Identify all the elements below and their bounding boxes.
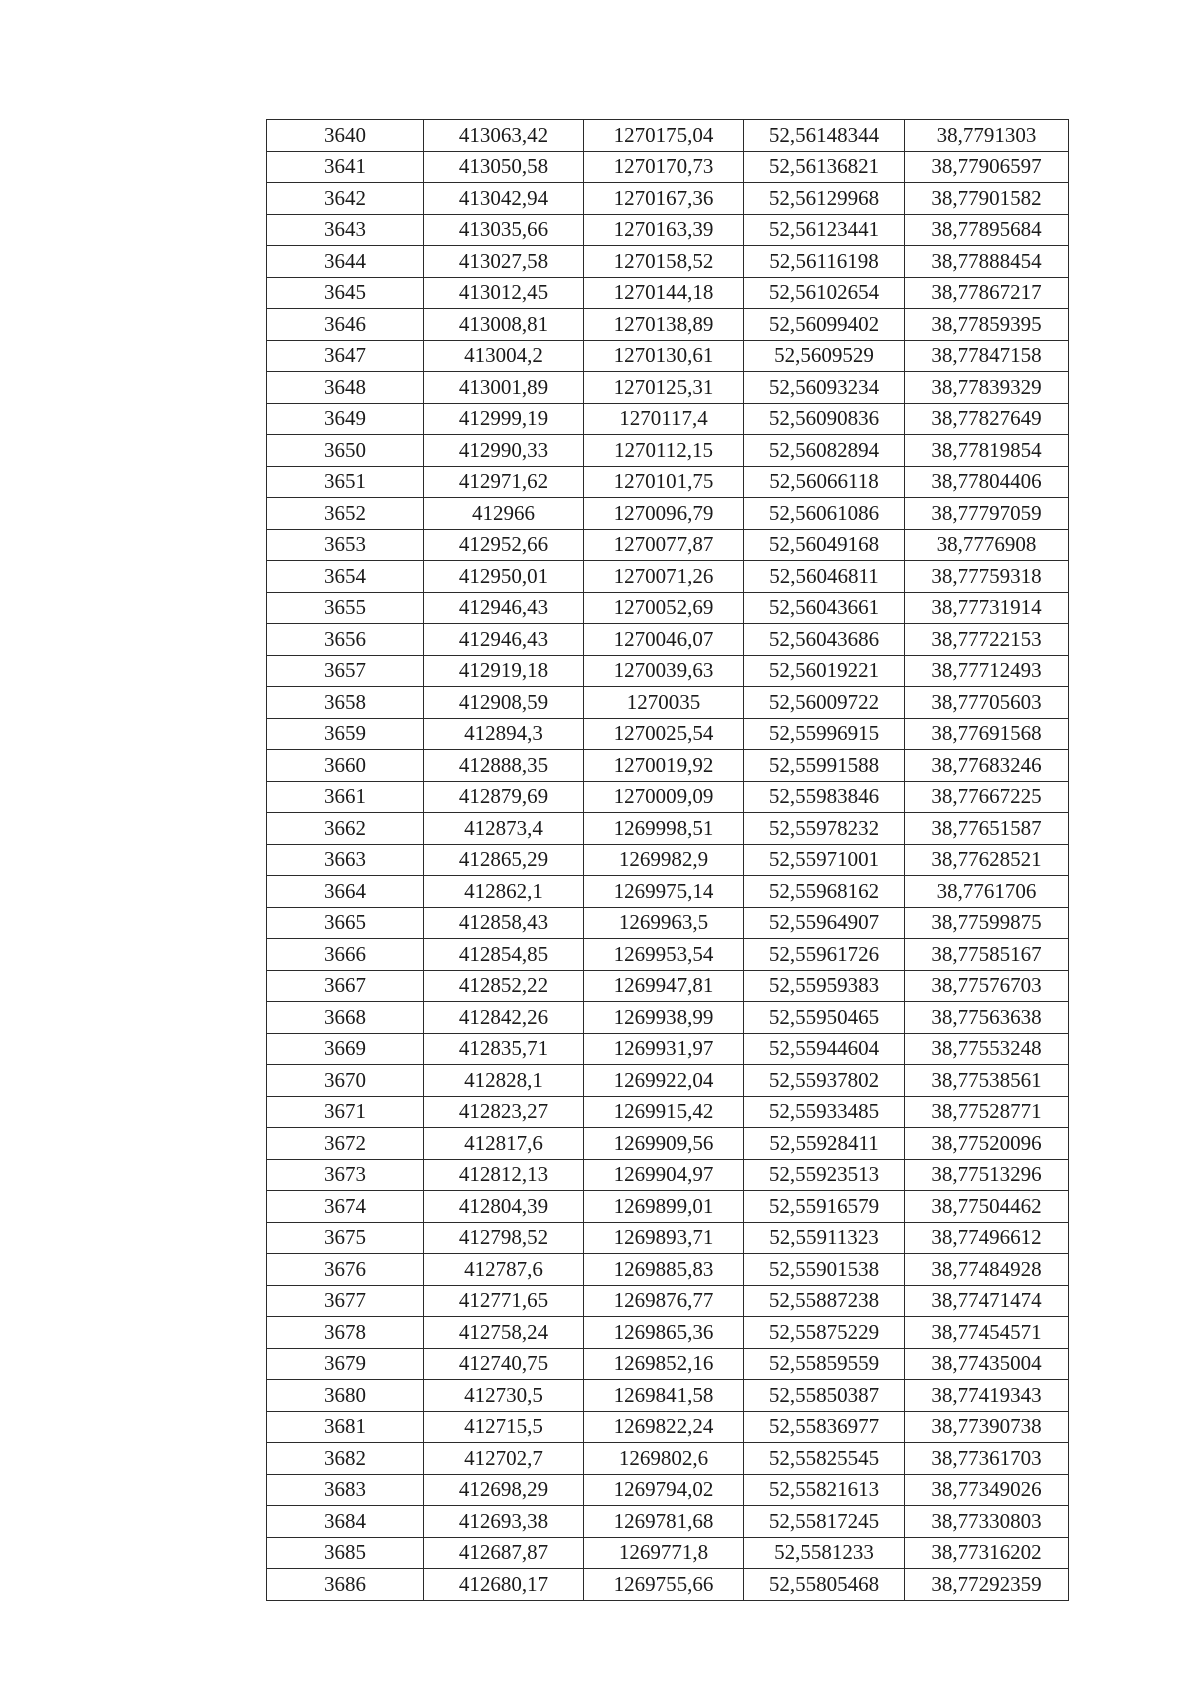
latitude-cell: 52,55821613 <box>744 1474 905 1506</box>
x-coordinate-cell: 412693,38 <box>424 1506 584 1538</box>
latitude-cell: 52,56043661 <box>744 592 905 624</box>
x-coordinate-cell: 412946,43 <box>424 624 584 656</box>
latitude-cell: 52,56019221 <box>744 655 905 687</box>
x-coordinate-cell: 413001,89 <box>424 372 584 404</box>
y-coordinate-cell: 1269865,36 <box>584 1317 744 1349</box>
point-number-cell: 3640 <box>267 120 424 152</box>
latitude-cell: 52,56009722 <box>744 687 905 719</box>
longitude-cell: 38,77731914 <box>905 592 1069 624</box>
longitude-cell: 38,77712493 <box>905 655 1069 687</box>
x-coordinate-cell: 412740,75 <box>424 1348 584 1380</box>
latitude-cell: 52,56082894 <box>744 435 905 467</box>
point-number-cell: 3684 <box>267 1506 424 1538</box>
latitude-cell: 52,55836977 <box>744 1411 905 1443</box>
latitude-cell: 52,55911323 <box>744 1222 905 1254</box>
latitude-cell: 52,55887238 <box>744 1285 905 1317</box>
latitude-cell: 52,55875229 <box>744 1317 905 1349</box>
x-coordinate-cell: 412842,26 <box>424 1002 584 1034</box>
y-coordinate-cell: 1269938,99 <box>584 1002 744 1034</box>
y-coordinate-cell: 1270019,92 <box>584 750 744 782</box>
latitude-cell: 52,56116198 <box>744 246 905 278</box>
point-number-cell: 3686 <box>267 1569 424 1601</box>
point-number-cell: 3659 <box>267 718 424 750</box>
y-coordinate-cell: 1269771,8 <box>584 1537 744 1569</box>
point-number-cell: 3671 <box>267 1096 424 1128</box>
longitude-cell: 38,7776908 <box>905 529 1069 561</box>
y-coordinate-cell: 1269822,24 <box>584 1411 744 1443</box>
table-row <box>267 813 1069 845</box>
coordinates-table-body <box>267 120 1069 1601</box>
x-coordinate-cell: 412798,52 <box>424 1222 584 1254</box>
y-coordinate-cell: 1270077,87 <box>584 529 744 561</box>
y-coordinate-cell: 1269947,81 <box>584 970 744 1002</box>
latitude-cell: 52,55961726 <box>744 939 905 971</box>
x-coordinate-cell: 412999,19 <box>424 403 584 435</box>
y-coordinate-cell: 1269852,16 <box>584 1348 744 1380</box>
x-coordinate-cell: 412888,35 <box>424 750 584 782</box>
longitude-cell: 38,77599875 <box>905 907 1069 939</box>
x-coordinate-cell: 412858,43 <box>424 907 584 939</box>
y-coordinate-cell: 1270096,79 <box>584 498 744 530</box>
x-coordinate-cell: 412828,1 <box>424 1065 584 1097</box>
latitude-cell: 52,55916579 <box>744 1191 905 1223</box>
x-coordinate-cell: 412680,17 <box>424 1569 584 1601</box>
latitude-cell: 52,56093234 <box>744 372 905 404</box>
latitude-cell: 52,55968162 <box>744 876 905 908</box>
x-coordinate-cell: 412698,29 <box>424 1474 584 1506</box>
latitude-cell: 52,56099402 <box>744 309 905 341</box>
longitude-cell: 38,77888454 <box>905 246 1069 278</box>
y-coordinate-cell: 1269953,54 <box>584 939 744 971</box>
latitude-cell: 52,55971001 <box>744 844 905 876</box>
x-coordinate-cell: 412908,59 <box>424 687 584 719</box>
latitude-cell: 52,55933485 <box>744 1096 905 1128</box>
point-number-cell: 3641 <box>267 151 424 183</box>
longitude-cell: 38,77667225 <box>905 781 1069 813</box>
point-number-cell: 3681 <box>267 1411 424 1443</box>
latitude-cell: 52,55937802 <box>744 1065 905 1097</box>
table-row <box>267 1348 1069 1380</box>
table-row <box>267 1506 1069 1538</box>
x-coordinate-cell: 413012,45 <box>424 277 584 309</box>
x-coordinate-cell: 412879,69 <box>424 781 584 813</box>
latitude-cell: 52,56046811 <box>744 561 905 593</box>
table-row <box>267 1537 1069 1569</box>
latitude-cell: 52,55923513 <box>744 1159 905 1191</box>
table-row <box>267 624 1069 656</box>
point-number-cell: 3667 <box>267 970 424 1002</box>
y-coordinate-cell: 1270175,04 <box>584 120 744 152</box>
y-coordinate-cell: 1270170,73 <box>584 151 744 183</box>
longitude-cell: 38,77691568 <box>905 718 1069 750</box>
table-row <box>267 561 1069 593</box>
point-number-cell: 3679 <box>267 1348 424 1380</box>
x-coordinate-cell: 413050,58 <box>424 151 584 183</box>
longitude-cell: 38,77538561 <box>905 1065 1069 1097</box>
y-coordinate-cell: 1269794,02 <box>584 1474 744 1506</box>
table-row <box>267 246 1069 278</box>
y-coordinate-cell: 1269963,5 <box>584 907 744 939</box>
table-row <box>267 1411 1069 1443</box>
table-row <box>267 340 1069 372</box>
longitude-cell: 38,77867217 <box>905 277 1069 309</box>
point-number-cell: 3676 <box>267 1254 424 1286</box>
x-coordinate-cell: 412835,71 <box>424 1033 584 1065</box>
x-coordinate-cell: 412952,66 <box>424 529 584 561</box>
latitude-cell: 52,5609529 <box>744 340 905 372</box>
longitude-cell: 38,77390738 <box>905 1411 1069 1443</box>
point-number-cell: 3683 <box>267 1474 424 1506</box>
y-coordinate-cell: 1269893,71 <box>584 1222 744 1254</box>
longitude-cell: 38,7791303 <box>905 120 1069 152</box>
longitude-cell: 38,77435004 <box>905 1348 1069 1380</box>
latitude-cell: 52,56102654 <box>744 277 905 309</box>
point-number-cell: 3662 <box>267 813 424 845</box>
y-coordinate-cell: 1269975,14 <box>584 876 744 908</box>
y-coordinate-cell: 1270144,18 <box>584 277 744 309</box>
table-row <box>267 466 1069 498</box>
longitude-cell: 38,77496612 <box>905 1222 1069 1254</box>
coordinates-table <box>266 119 1069 1601</box>
point-number-cell: 3646 <box>267 309 424 341</box>
latitude-cell: 52,55950465 <box>744 1002 905 1034</box>
longitude-cell: 38,77471474 <box>905 1285 1069 1317</box>
point-number-cell: 3653 <box>267 529 424 561</box>
point-number-cell: 3651 <box>267 466 424 498</box>
longitude-cell: 38,77361703 <box>905 1443 1069 1475</box>
longitude-cell: 38,77705603 <box>905 687 1069 719</box>
latitude-cell: 52,55805468 <box>744 1569 905 1601</box>
point-number-cell: 3642 <box>267 183 424 215</box>
longitude-cell: 38,77651587 <box>905 813 1069 845</box>
point-number-cell: 3675 <box>267 1222 424 1254</box>
y-coordinate-cell: 1270112,15 <box>584 435 744 467</box>
latitude-cell: 52,55978232 <box>744 813 905 845</box>
point-number-cell: 3645 <box>267 277 424 309</box>
x-coordinate-cell: 413027,58 <box>424 246 584 278</box>
latitude-cell: 52,55991588 <box>744 750 905 782</box>
longitude-cell: 38,77895684 <box>905 214 1069 246</box>
longitude-cell: 38,77827649 <box>905 403 1069 435</box>
x-coordinate-cell: 412990,33 <box>424 435 584 467</box>
x-coordinate-cell: 412730,5 <box>424 1380 584 1412</box>
longitude-cell: 38,77847158 <box>905 340 1069 372</box>
table-row <box>267 1380 1069 1412</box>
point-number-cell: 3644 <box>267 246 424 278</box>
latitude-cell: 52,56090836 <box>744 403 905 435</box>
latitude-cell: 52,55944604 <box>744 1033 905 1065</box>
table-row <box>267 1317 1069 1349</box>
point-number-cell: 3677 <box>267 1285 424 1317</box>
point-number-cell: 3649 <box>267 403 424 435</box>
latitude-cell: 52,55817245 <box>744 1506 905 1538</box>
table-row <box>267 214 1069 246</box>
table-row <box>267 687 1069 719</box>
table-row <box>267 1159 1069 1191</box>
longitude-cell: 38,77797059 <box>905 498 1069 530</box>
table-row <box>267 435 1069 467</box>
latitude-cell: 52,56049168 <box>744 529 905 561</box>
x-coordinate-cell: 412862,1 <box>424 876 584 908</box>
point-number-cell: 3670 <box>267 1065 424 1097</box>
x-coordinate-cell: 412758,24 <box>424 1317 584 1349</box>
table-row <box>267 1443 1069 1475</box>
latitude-cell: 52,55996915 <box>744 718 905 750</box>
y-coordinate-cell: 1270117,4 <box>584 403 744 435</box>
point-number-cell: 3661 <box>267 781 424 813</box>
latitude-cell: 52,55928411 <box>744 1128 905 1160</box>
table-row <box>267 970 1069 1002</box>
table-row <box>267 1002 1069 1034</box>
table-row <box>267 876 1069 908</box>
latitude-cell: 52,5581233 <box>744 1537 905 1569</box>
x-coordinate-cell: 412950,01 <box>424 561 584 593</box>
longitude-cell: 38,77722153 <box>905 624 1069 656</box>
longitude-cell: 38,77906597 <box>905 151 1069 183</box>
latitude-cell: 52,56123441 <box>744 214 905 246</box>
y-coordinate-cell: 1269922,04 <box>584 1065 744 1097</box>
longitude-cell: 38,77316202 <box>905 1537 1069 1569</box>
x-coordinate-cell: 413035,66 <box>424 214 584 246</box>
table-row <box>267 1096 1069 1128</box>
longitude-cell: 38,77585167 <box>905 939 1069 971</box>
longitude-cell: 38,77349026 <box>905 1474 1069 1506</box>
x-coordinate-cell: 412823,27 <box>424 1096 584 1128</box>
latitude-cell: 52,56043686 <box>744 624 905 656</box>
x-coordinate-cell: 412812,13 <box>424 1159 584 1191</box>
point-number-cell: 3664 <box>267 876 424 908</box>
x-coordinate-cell: 412702,7 <box>424 1443 584 1475</box>
table-row <box>267 781 1069 813</box>
y-coordinate-cell: 1269909,56 <box>584 1128 744 1160</box>
y-coordinate-cell: 1270158,52 <box>584 246 744 278</box>
x-coordinate-cell: 412946,43 <box>424 592 584 624</box>
point-number-cell: 3674 <box>267 1191 424 1223</box>
x-coordinate-cell: 412715,5 <box>424 1411 584 1443</box>
y-coordinate-cell: 1270167,36 <box>584 183 744 215</box>
table-row <box>267 529 1069 561</box>
point-number-cell: 3665 <box>267 907 424 939</box>
longitude-cell: 38,77839329 <box>905 372 1069 404</box>
longitude-cell: 38,77859395 <box>905 309 1069 341</box>
point-number-cell: 3654 <box>267 561 424 593</box>
table-row <box>267 1254 1069 1286</box>
y-coordinate-cell: 1270035 <box>584 687 744 719</box>
point-number-cell: 3669 <box>267 1033 424 1065</box>
y-coordinate-cell: 1269931,97 <box>584 1033 744 1065</box>
y-coordinate-cell: 1269841,58 <box>584 1380 744 1412</box>
table-row <box>267 498 1069 530</box>
x-coordinate-cell: 412787,6 <box>424 1254 584 1286</box>
table-row <box>267 1065 1069 1097</box>
table-row <box>267 151 1069 183</box>
x-coordinate-cell: 413063,42 <box>424 120 584 152</box>
y-coordinate-cell: 1270009,09 <box>584 781 744 813</box>
table-row <box>267 718 1069 750</box>
point-number-cell: 3682 <box>267 1443 424 1475</box>
longitude-cell: 38,77683246 <box>905 750 1069 782</box>
x-coordinate-cell: 412804,39 <box>424 1191 584 1223</box>
x-coordinate-cell: 413004,2 <box>424 340 584 372</box>
longitude-cell: 38,77804406 <box>905 466 1069 498</box>
table-row <box>267 1033 1069 1065</box>
point-number-cell: 3648 <box>267 372 424 404</box>
x-coordinate-cell: 412919,18 <box>424 655 584 687</box>
latitude-cell: 52,55983846 <box>744 781 905 813</box>
latitude-cell: 52,55850387 <box>744 1380 905 1412</box>
y-coordinate-cell: 1269755,66 <box>584 1569 744 1601</box>
y-coordinate-cell: 1270052,69 <box>584 592 744 624</box>
x-coordinate-cell: 412817,6 <box>424 1128 584 1160</box>
longitude-cell: 38,77454571 <box>905 1317 1069 1349</box>
table-row <box>267 844 1069 876</box>
y-coordinate-cell: 1269802,6 <box>584 1443 744 1475</box>
y-coordinate-cell: 1269904,97 <box>584 1159 744 1191</box>
longitude-cell: 38,77520096 <box>905 1128 1069 1160</box>
point-number-cell: 3656 <box>267 624 424 656</box>
latitude-cell: 52,55859559 <box>744 1348 905 1380</box>
point-number-cell: 3650 <box>267 435 424 467</box>
x-coordinate-cell: 412854,85 <box>424 939 584 971</box>
point-number-cell: 3668 <box>267 1002 424 1034</box>
y-coordinate-cell: 1269915,42 <box>584 1096 744 1128</box>
x-coordinate-cell: 413008,81 <box>424 309 584 341</box>
longitude-cell: 38,77563638 <box>905 1002 1069 1034</box>
point-number-cell: 3672 <box>267 1128 424 1160</box>
longitude-cell: 38,77901582 <box>905 183 1069 215</box>
point-number-cell: 3673 <box>267 1159 424 1191</box>
latitude-cell: 52,55964907 <box>744 907 905 939</box>
x-coordinate-cell: 412771,65 <box>424 1285 584 1317</box>
x-coordinate-cell: 412873,4 <box>424 813 584 845</box>
latitude-cell: 52,56148344 <box>744 120 905 152</box>
y-coordinate-cell: 1269876,77 <box>584 1285 744 1317</box>
table-row <box>267 750 1069 782</box>
y-coordinate-cell: 1270039,63 <box>584 655 744 687</box>
longitude-cell: 38,77759318 <box>905 561 1069 593</box>
y-coordinate-cell: 1270101,75 <box>584 466 744 498</box>
table-row <box>267 372 1069 404</box>
y-coordinate-cell: 1269998,51 <box>584 813 744 845</box>
latitude-cell: 52,56136821 <box>744 151 905 183</box>
point-number-cell: 3666 <box>267 939 424 971</box>
latitude-cell: 52,55825545 <box>744 1443 905 1475</box>
y-coordinate-cell: 1269781,68 <box>584 1506 744 1538</box>
point-number-cell: 3657 <box>267 655 424 687</box>
longitude-cell: 38,77419343 <box>905 1380 1069 1412</box>
y-coordinate-cell: 1270138,89 <box>584 309 744 341</box>
latitude-cell: 52,55901538 <box>744 1254 905 1286</box>
y-coordinate-cell: 1269899,01 <box>584 1191 744 1223</box>
longitude-cell: 38,77528771 <box>905 1096 1069 1128</box>
longitude-cell: 38,77553248 <box>905 1033 1069 1065</box>
longitude-cell: 38,7761706 <box>905 876 1069 908</box>
latitude-cell: 52,56066118 <box>744 466 905 498</box>
y-coordinate-cell: 1270046,07 <box>584 624 744 656</box>
x-coordinate-cell: 413042,94 <box>424 183 584 215</box>
table-row <box>267 1222 1069 1254</box>
point-number-cell: 3647 <box>267 340 424 372</box>
longitude-cell: 38,77576703 <box>905 970 1069 1002</box>
longitude-cell: 38,77819854 <box>905 435 1069 467</box>
x-coordinate-cell: 412966 <box>424 498 584 530</box>
latitude-cell: 52,56129968 <box>744 183 905 215</box>
y-coordinate-cell: 1270025,54 <box>584 718 744 750</box>
point-number-cell: 3678 <box>267 1317 424 1349</box>
y-coordinate-cell: 1270125,31 <box>584 372 744 404</box>
longitude-cell: 38,77628521 <box>905 844 1069 876</box>
latitude-cell: 52,55959383 <box>744 970 905 1002</box>
latitude-cell: 52,56061086 <box>744 498 905 530</box>
point-number-cell: 3658 <box>267 687 424 719</box>
y-coordinate-cell: 1269982,9 <box>584 844 744 876</box>
table-row <box>267 1474 1069 1506</box>
point-number-cell: 3643 <box>267 214 424 246</box>
table-row <box>267 907 1069 939</box>
y-coordinate-cell: 1270071,26 <box>584 561 744 593</box>
point-number-cell: 3663 <box>267 844 424 876</box>
point-number-cell: 3655 <box>267 592 424 624</box>
x-coordinate-cell: 412687,87 <box>424 1537 584 1569</box>
table-row <box>267 309 1069 341</box>
table-row <box>267 120 1069 152</box>
table-row <box>267 403 1069 435</box>
table-row <box>267 1285 1069 1317</box>
y-coordinate-cell: 1270163,39 <box>584 214 744 246</box>
table-row <box>267 592 1069 624</box>
longitude-cell: 38,77484928 <box>905 1254 1069 1286</box>
y-coordinate-cell: 1269885,83 <box>584 1254 744 1286</box>
x-coordinate-cell: 412852,22 <box>424 970 584 1002</box>
longitude-cell: 38,77330803 <box>905 1506 1069 1538</box>
point-number-cell: 3685 <box>267 1537 424 1569</box>
x-coordinate-cell: 412894,3 <box>424 718 584 750</box>
longitude-cell: 38,77513296 <box>905 1159 1069 1191</box>
point-number-cell: 3652 <box>267 498 424 530</box>
table-row <box>267 939 1069 971</box>
table-row <box>267 277 1069 309</box>
longitude-cell: 38,77292359 <box>905 1569 1069 1601</box>
table-row <box>267 655 1069 687</box>
longitude-cell: 38,77504462 <box>905 1191 1069 1223</box>
table-row <box>267 1128 1069 1160</box>
table-row <box>267 1569 1069 1601</box>
table-row <box>267 183 1069 215</box>
y-coordinate-cell: 1270130,61 <box>584 340 744 372</box>
x-coordinate-cell: 412865,29 <box>424 844 584 876</box>
x-coordinate-cell: 412971,62 <box>424 466 584 498</box>
table-row <box>267 1191 1069 1223</box>
point-number-cell: 3660 <box>267 750 424 782</box>
point-number-cell: 3680 <box>267 1380 424 1412</box>
